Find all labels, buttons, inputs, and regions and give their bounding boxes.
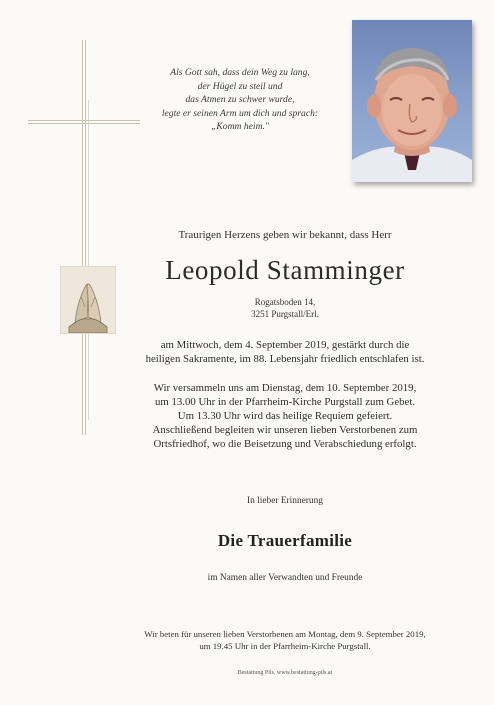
deceased-address [120, 296, 450, 320]
funeral-notice-line: um 13.00 Uhr in der Pfarrheim-Kirche Purgstall zum Gebet. [154, 396, 416, 408]
deceased-name: Leopold Stamminger [165, 255, 405, 285]
poem-line: legte er seinen Arm um dich und sprach: [161, 107, 319, 119]
address-line: 3251 Purgstall/Erl. [251, 309, 319, 319]
death-notice-line: am Mittwoch, dem 4. September 2019, gestärkt durch die [160, 339, 410, 351]
cross-horizontal-bar [28, 120, 140, 124]
portrait-photo [352, 20, 472, 182]
funeral-notice-line: Wir versammeln uns am Dienstag, dem 10. September 2019, [153, 382, 417, 394]
poem [140, 66, 340, 134]
death-notice-line: heiligen Sakramente, im 88. Lebensjahr friedlich entschlafen ist. [145, 353, 425, 365]
cross-vertical-bar [82, 40, 86, 435]
poem-line: der Hügel zu steil und [197, 80, 283, 92]
poem-line: „Komm heim." [211, 121, 269, 133]
funeral-notice-line: Ortsfriedhof, wo die Beisetzung und Verabschiedung erfolgt. [153, 438, 417, 450]
intro-text: Traurigen Herzens geben wir bekannt, dass Herr [178, 229, 392, 241]
prayer-notice-line: um 19.45 Uhr in der Pfarrheim-Kirche Purgstall. [199, 641, 371, 651]
poem-line: das Atmen zu schwer wurde, [185, 94, 295, 106]
family-signature: Die Trauerfamilie [217, 531, 353, 550]
memory-text: In lieber Erinnerung [246, 496, 323, 506]
funeral-notice-line: Um 13.30 Uhr wird das heilige Requiem gefeiert. [177, 410, 393, 422]
praying-hands-icon [60, 266, 116, 334]
prayer-notice [110, 628, 460, 652]
funeral-notice-line: Anschließend begleiten wir unseren lieben Verstorbenen zum [152, 424, 418, 436]
death-notice [115, 338, 455, 366]
funeral-notice [115, 381, 455, 451]
poem-line: Als Gott sah, dass dein Weg zu lang, [170, 67, 310, 78]
undertaker-footer: Bestattung Pils, www.bestattung-pils.at [237, 670, 333, 676]
address-line: Rogatsboden 14, [254, 297, 316, 307]
portrait-image [352, 20, 472, 182]
prayer-notice-line: Wir beten für unseren lieben Verstorbenen am Montag, dem 9. September 2019, [144, 629, 426, 639]
relatives-text: im Namen aller Verwandten und Freunde [207, 573, 363, 583]
cross-inner-line [88, 100, 89, 420]
